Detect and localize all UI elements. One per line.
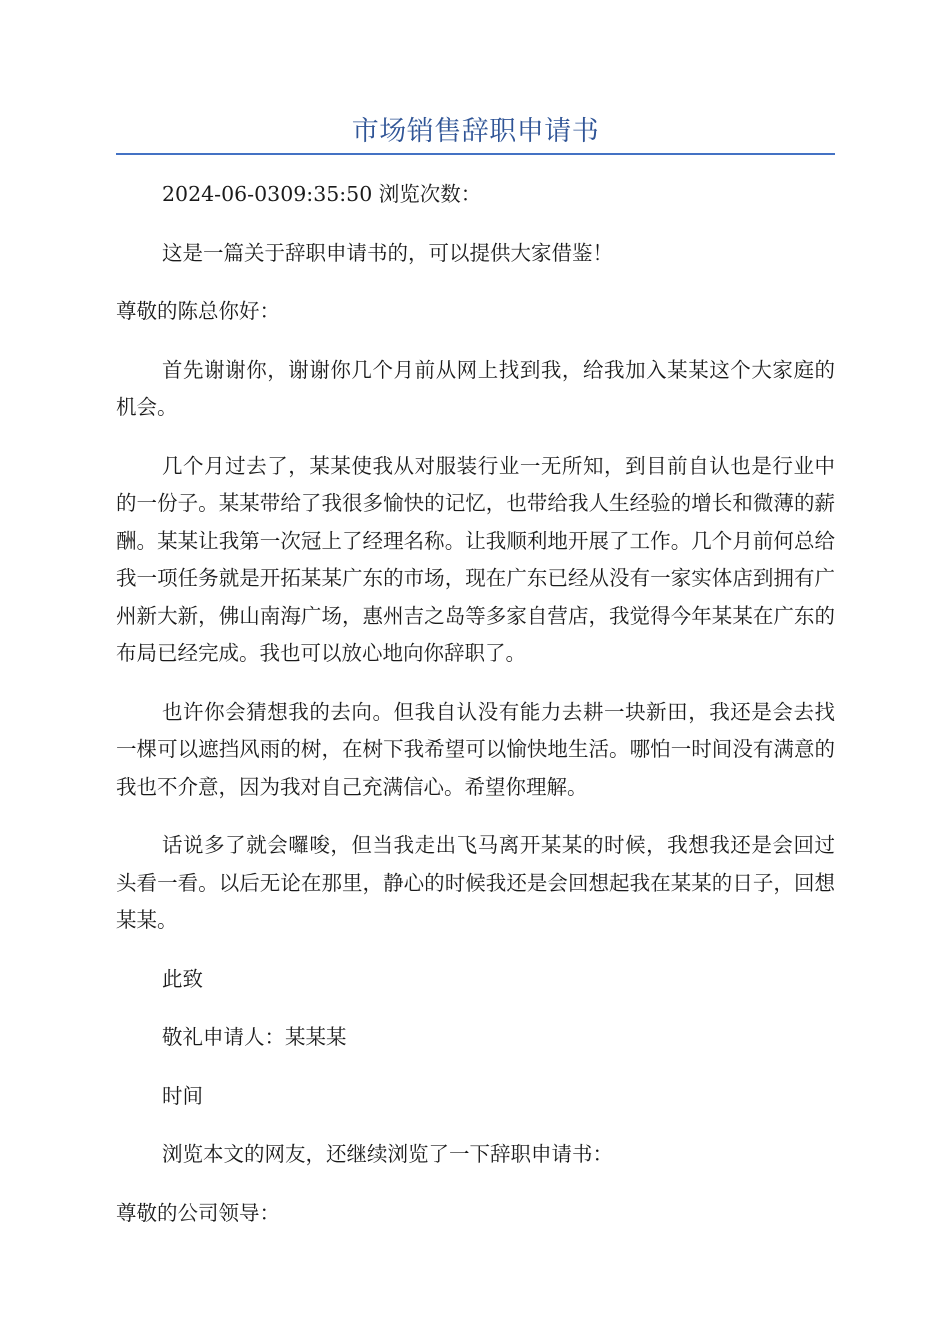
- salutation: 尊敬的陈总你好：: [116, 299, 280, 323]
- body-paragraph: 话说多了就会囉唆，但当我走出飞马离开某某的时候，我想我还是会回过头看一看。以后无论在那里，静心的时候我还是会回想起我在某某的日子，回想某某。: [116, 833, 835, 932]
- document-body: [116, 176, 835, 1253]
- salutation: 尊敬的公司领导：: [116, 1200, 280, 1225]
- meta-line: 2024-06-0309:35:50 浏览次数：: [162, 182, 482, 206]
- signature-line: 敬礼申请人：某某某: [162, 1025, 347, 1049]
- body-paragraph: 也许你会猜想我的去向。但我自认没有能力去耕一块新田，我还是会去找一棵可以遮挡风雨的树，在树下我希望可以愉快地生活。哪怕一时间没有满意的我也不介意，因为我对自己充满信心。希望你理解。: [116, 699, 835, 799]
- intro-paragraph: 这是一篇关于辞职申请书的，可以提供大家借鉴！: [162, 240, 613, 265]
- title-underline: [116, 153, 835, 155]
- body-paragraph: 几个月过去了，某某使我从对服装行业一无所知，到目前自认也是行业中的一份子。某某带给了我很多愉快的记忆，也带给我人生经验的增长和微薄的薪酬。某某让我第一次冠上了经理名称。让我顺利地开展了工作。几个月前何总给我一项任务就是开拓某某广东的市场，现在广东已经从没有一家实体店到拥有广州新大新，佛山南海广场，惠州吉之岛等多家自营店，我觉得今年某某在广东的布局已经完成。我也可以放心地向你辞职了。: [116, 453, 835, 665]
- closing-line: 此致: [162, 966, 203, 991]
- date-line: 时间: [162, 1083, 203, 1108]
- body-paragraph: 首先谢谢你，谢谢你几个月前从网上找到我，给我加入某某这个大家庭的机会。: [116, 357, 835, 419]
- document-title: 市场销售辞职申请书: [351, 116, 600, 147]
- related-note: 浏览本文的网友，还继续浏览了一下辞职申请书：: [162, 1142, 613, 1166]
